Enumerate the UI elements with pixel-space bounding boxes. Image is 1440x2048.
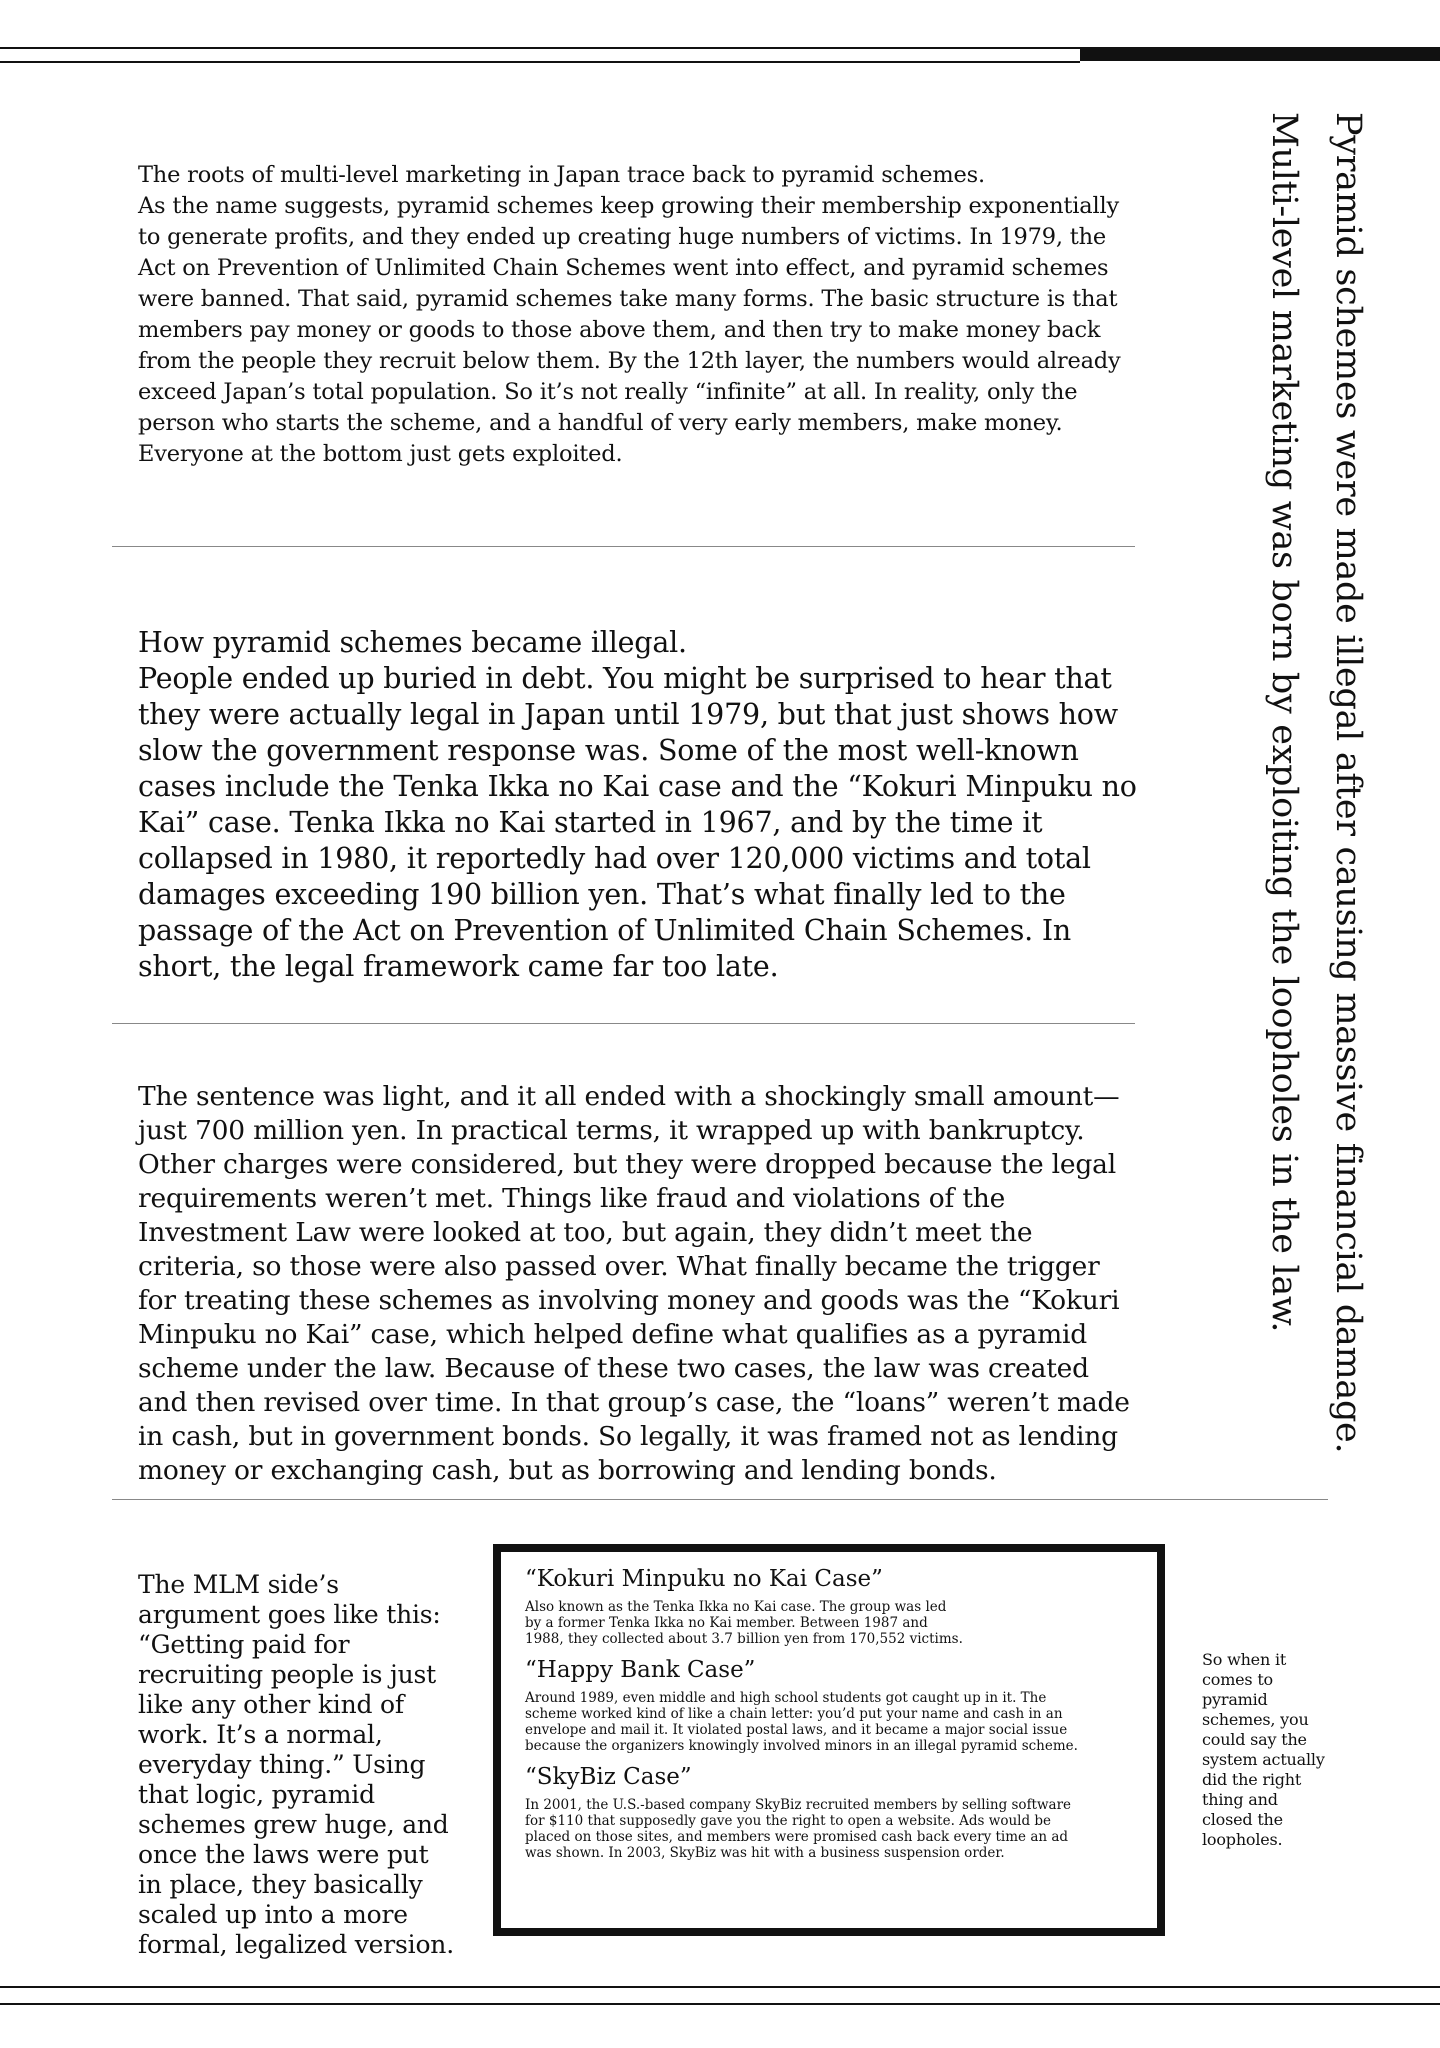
top-rule-under [0, 61, 1080, 63]
case-title: “SkyBiz Case” [525, 1764, 692, 1790]
case-box [493, 1544, 1165, 1936]
case-text: Around 1989, even middle and high school students got caught up in it. The scheme worked kind of like a chain letter: you’d put your name and cash in an envelope and mail it. It violated postal laws, and it became a major social issue because the organizers knowingly involved minors in an illegal pyramid scheme. [525, 1690, 1078, 1754]
bottom-rule-1 [0, 1986, 1440, 1988]
headline-line-1: Pyramid schemes were made illegal after causing massive financial damage. [1328, 112, 1368, 1454]
paragraph-mlm-argument: The MLM side’s argument goes like this: “Getting paid for recruiting people is just like any other kind of work. It’s a normal, everyday thing.” Using that logic, pyramid schemes grew huge, and once the laws were put in place, they basically scaled up into a more formal, legalized version. [138, 1570, 454, 1959]
side-note: So when it comes to pyramid schemes, you could say the system actually did the right thing and closed the loopholes. [1202, 1650, 1325, 1849]
divider-1 [112, 546, 1135, 547]
case-kokuri [525, 1566, 1133, 1647]
divider-2 [112, 1023, 1135, 1024]
case-title: “Happy Bank Case” [525, 1657, 756, 1683]
case-happy-bank [525, 1657, 1133, 1754]
headline-line-2: Multi-level marketing was born by exploiting the loopholes in the law. [1264, 112, 1304, 1333]
top-rule-thin [0, 47, 1080, 49]
paragraph-illegal: How pyramid schemes became illegal. People ended up buried in debt. You might be surprised to hear that they were actually legal in Japan until 1979, but that just shows how slow the government response was. Some of the most well-known cases include the Tenka Ikka no Kai case and the “Kokuri Minpuku no Kai” case. Tenka Ikka no Kai started in 1967, and by the time it collapsed in 1980, it reportedly had over 120,000 victims and total damages exceeding 190 billion yen. That’s what finally led to the passage of the Act on Prevention of Unlimited Chain Schemes. In short, the legal framework came far too late. [138, 626, 1137, 983]
top-rule-thick [1080, 47, 1440, 61]
case-skybiz [525, 1764, 1133, 1861]
bottom-rule-2 [0, 2003, 1440, 2005]
paragraph-sentence: The sentence was light, and it all ended with a shockingly small amount—just 700 million yen. In practical terms, it wrapped up with bankruptcy. Other charges were considered, but they were dropped because the legal requirements weren’t met. Things like fraud and violations of the Investment Law were looked at too, but again, they didn’t meet the criteria, so those were also passed over. What finally became the trigger for treating these schemes as involving money and goods was the “Kokuri Minpuku no Kai” case, which helped define what qualifies as a pyramid scheme under the law. Because of these two cases, the law was created and then revised over time. In that group’s case, the “loans” weren’t made in cash, but in government bonds. So legally, it was framed not as lending money or exchanging cash, but as borrowing and lending bonds. [138, 1081, 1130, 1486]
divider-3 [112, 1499, 1328, 1500]
vertical-headline [1252, 112, 1380, 1472]
case-text: Also known as the Tenka Ikka no Kai case. The group was led by a former Tenka Ikka no Kai member. Between 1987 and 1988, they collected about 3.7 billion yen from 170,552 victims. [525, 1599, 963, 1647]
paragraph-roots: The roots of multi-level marketing in Japan trace back to pyramid schemes. As the name suggests, pyramid schemes keep growing their membership exponentially to generate profits, and they ended up creating huge numbers of victims. In 1979, the Act on Prevention of Unlimited Chain Schemes went into effect, and pyramid schemes were banned. That said, pyramid schemes take many forms. The basic structure is that members pay money or goods to those above them, and then try to make money back from the people they recruit below them. By the 12th layer, the numbers would already exceed Japan’s total population. So it’s not really “infinite” at all. In reality, only the person who starts the scheme, and a handful of very early members, make money. Everyone at the bottom just gets exploited. [138, 162, 1121, 467]
case-title: “Kokuri Minpuku no Kai Case” [525, 1566, 883, 1592]
case-text: In 2001, the U.S.-based company SkyBiz recruited members by selling software for $110 that supposedly gave you the right to open a website. Ads would be placed on those sites, and members were promised cash back every time an ad was shown. In 2003, SkyBiz was hit with a business suspension order. [525, 1797, 1072, 1861]
